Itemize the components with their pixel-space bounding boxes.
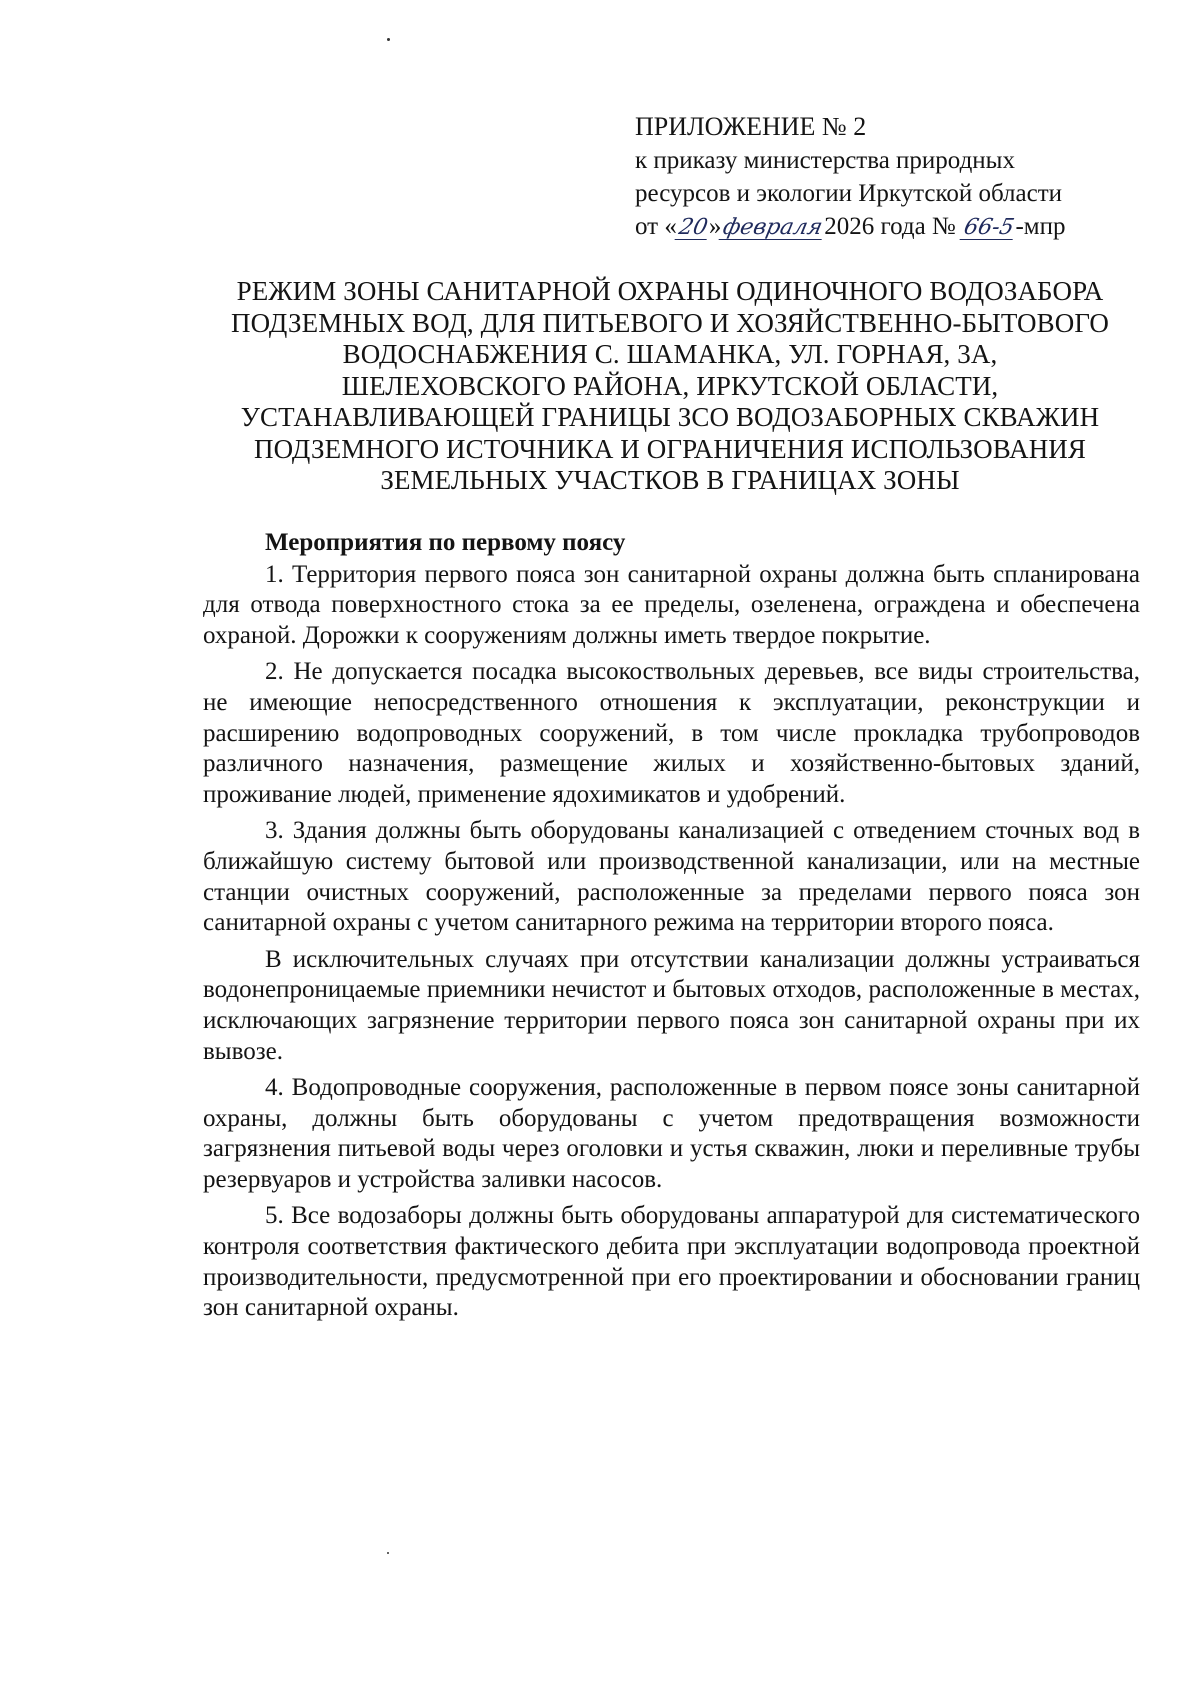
- handwritten-month: февраля: [720, 215, 826, 240]
- title-line: ПОДЗЕМНЫХ ВОД, ДЛЯ ПИТЬЕВОГО И ХОЗЯЙСТВЕННО-БЫТОВОГО: [230, 307, 1109, 338]
- title-line: УСТАНАВЛИВАЮЩЕЙ ГРАНИЦЫ ЗСО ВОДОЗАБОРНЫХ СКВАЖИН: [240, 402, 1100, 432]
- appendix-date-line: [635, 210, 1155, 243]
- title-line: ПОДЗЕМНОГО ИСТОЧНИКА И ОГРАНИЧЕНИЯ ИСПОЛЬЗОВАНИЯ: [253, 433, 1087, 464]
- title-line: РЕЖИМ ЗОНЫ САНИТАРНОЙ ОХРАНЫ ОДИНОЧНОГО ВОДОЗАБОРА: [236, 276, 1104, 306]
- paragraph-item-4: 4. Водопроводные сооружения, расположенные в первом поясе зоны санитарной охраны, должны быть оборудованы с учетом предотвращения возможности загрязнения питьевой воды через оголовки и устья скважин, люки и переливные трубы резервуаров и устройства заливки насосов.: [203, 1074, 1140, 1193]
- paragraph-item-2: 2. Не допускается посадка высокоствольных деревьев, все виды строительства, не имеющие непосредственного отношения к эксплуатации, реконструкции и расширению водопроводных сооружений, в том числе прокладка трубопроводов различного назначения, размещение жилых и хозяйственно-бытовых зданий, проживание людей, применение ядохимикатов и удобрений.: [203, 658, 1140, 808]
- handwritten-order-number: 66-5: [961, 215, 1017, 240]
- document-body: [203, 528, 1140, 1330]
- section-heading: Мероприятия по первому поясу: [265, 529, 626, 556]
- date-day-suffix: »: [708, 213, 722, 240]
- date-year: 2026 года №: [824, 213, 956, 240]
- paragraph-item-1: 1. Территория первого пояса зон санитарной охраны должна быть спланирована для отвода поверхностного стока за ее пределы, озеленена, ограждена и обеспечена охраной. Дорожки к сооружениям должны иметь твердое покрытие.: [203, 560, 1140, 649]
- appendix-order-line: к приказу министерства природных: [635, 147, 1015, 174]
- paragraph-item-3: 3. Здания должны быть оборудованы канализацией с отведением сточных вод в ближайшую систему бытовой или производственной канализации, или на местные станции очистных сооружений, расположенные за пределами первого пояса зон санитарной охраны с учетом санитарного режима на территории второго пояса.: [203, 817, 1140, 937]
- title-line: ШЕЛЕХОВСКОГО РАЙОНА, ИРКУТСКОЙ ОБЛАСТИ,: [341, 370, 999, 401]
- date-prefix: от «: [635, 213, 677, 240]
- handwritten-day: 20: [676, 215, 710, 240]
- paragraph-exceptional-cases: В исключительных случаях при отсутствии канализации должны устраиваться водонепроницаемые приемники нечистот и бытовых отходов, расположенные в местах, исключающих загрязнение территории первого пояса зон санитарной охраны при их вывозе.: [203, 945, 1140, 1065]
- order-number-suffix: -мпр: [1015, 213, 1066, 240]
- title-line: ВОДОСНАБЖЕНИЯ С. ШАМАНКА, УЛ. ГОРНАЯ, 3А,: [342, 339, 998, 369]
- document-title: [200, 276, 1140, 497]
- appendix-ministry-line: ресурсов и экологии Иркутской области: [635, 180, 1063, 207]
- title-line: ЗЕМЕЛЬНЫХ УЧАСТКОВ В ГРАНИЦАХ ЗОНЫ: [380, 465, 960, 495]
- appendix-block: [635, 110, 1155, 243]
- paragraph-item-5: 5. Все водозаборы должны быть оборудованы аппаратурой для систематического контроля соответствия фактического дебита при эксплуатации водопровода проектной производительности, предусмотренной при его проектировании и обосновании границ зон санитарной охраны.: [203, 1202, 1140, 1322]
- scan-artifact-dot: [387, 1552, 389, 1554]
- scan-artifact-dot: [387, 38, 390, 41]
- appendix-heading: ПРИЛОЖЕНИЕ № 2: [635, 112, 867, 141]
